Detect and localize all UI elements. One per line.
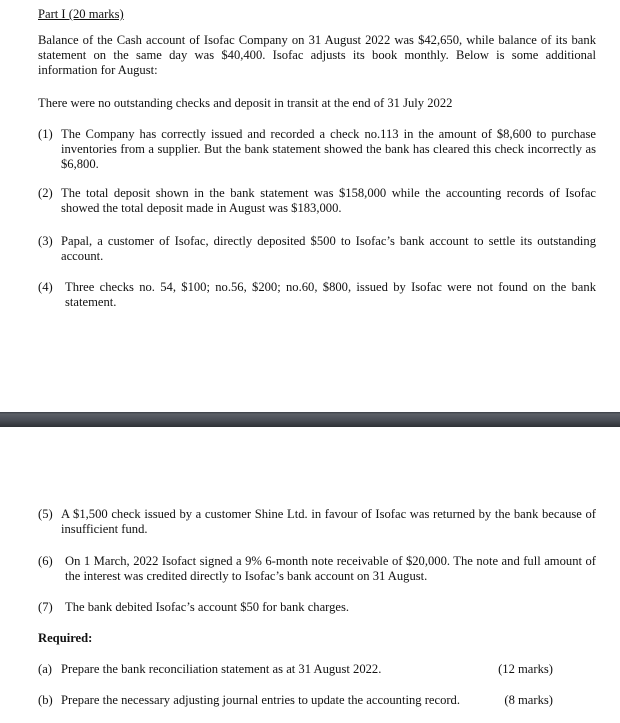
required-label: Required: [38,631,93,645]
item-number: (7) [38,600,53,614]
list-item [38,554,596,584]
list-item [38,186,596,216]
opening-note: There were no outstanding checks and deposit in transit at the end of 31 July 2022 [38,96,453,110]
list-item [38,234,596,264]
list-item [38,280,596,310]
requirement-letter: (a) [38,662,52,676]
page-break-divider [0,412,620,427]
item-text: The Company has correctly issued and recorded a check no.113 in the amount of $8,600 to purchase inventories from a supplier. But the bank statement showed the bank has cleared this check incorrectly as $6,800. [61,127,596,171]
item-text: Papal, a customer of Isofac, directly deposited $500 to Isofac’s bank account to settle its outstanding account. [61,234,596,263]
requirement-marks: (8 marks) [504,693,553,707]
intro-paragraph: Balance of the Cash account of Isofac Company on 31 August 2022 was $42,650, while balance of its bank statement on the same day was $40,400. Isofac adjusts its book monthly. Below is some additional information for August: [38,33,596,77]
item-number: (4) [38,280,53,294]
requirement-text: Prepare the bank reconciliation statement as at 31 August 2022. [61,662,382,676]
item-text: The bank debited Isofac’s account $50 for bank charges. [65,600,350,614]
requirement-marks: (12 marks) [498,662,553,676]
requirement-letter: (b) [38,693,53,707]
item-text: A $1,500 check issued by a customer Shine Ltd. in favour of Isofac was returned by the bank because of insufficient fund. [61,507,596,536]
item-text: The total deposit shown in the bank statement was $158,000 while the accounting records of Isofac showed the total deposit made in August was $183,000. [61,186,596,215]
requirement-text: Prepare the necessary adjusting journal entries to update the accounting record. [61,693,461,707]
item-number: (3) [38,234,53,248]
list-item [38,600,596,615]
list-item [38,127,596,172]
item-number: (6) [38,554,53,568]
item-text: Three checks no. 54, $100; no.56, $200; no.60, $800, issued by Isofac were not found on the bank statement. [65,280,596,309]
item-number: (2) [38,186,53,200]
section-heading: Part I (20 marks) [38,7,124,21]
item-text: On 1 March, 2022 Isofact signed a 9% 6-month note receivable of $20,000. The note and full amount of the interest was credited directly to Isofac’s bank account on 31 August. [65,554,596,583]
item-number: (5) [38,507,53,521]
list-item [38,507,596,537]
item-number: (1) [38,127,53,141]
